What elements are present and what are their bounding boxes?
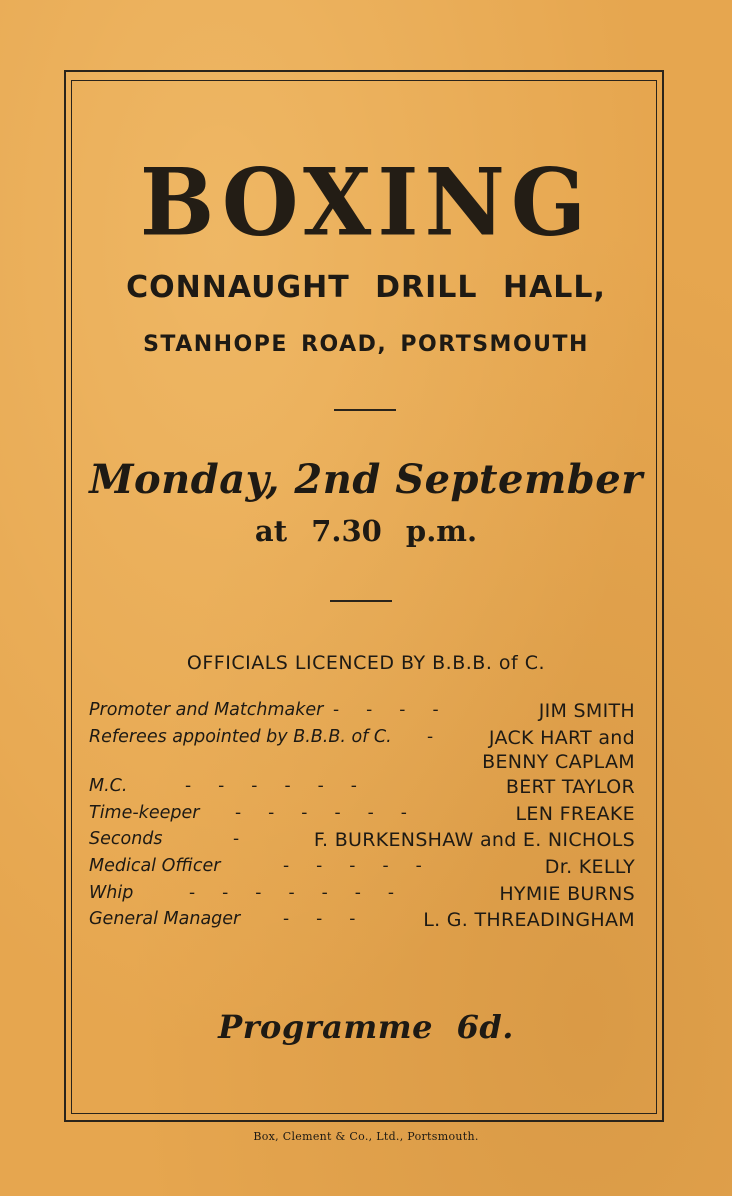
event-time: at 7.30 p.m.	[254, 514, 478, 548]
leader-dashes: - - -	[283, 909, 356, 929]
leader-dashes: - - - - - -	[185, 776, 357, 796]
official-name: HYMIE BURNS	[499, 883, 635, 905]
official-role: Referees appointed by B.B.B. of C.	[89, 727, 392, 747]
venue-address: STANHOPE ROAD, PORTSMOUTH	[143, 332, 589, 357]
official-row-promoter	[89, 700, 635, 726]
official-role: Time-keeper	[89, 803, 200, 823]
official-role: M.C.	[89, 776, 128, 796]
leader-dashes: - - - - -	[283, 856, 422, 876]
official-role: Medical Officer	[89, 856, 221, 876]
programme-price: Programme 6d.	[218, 1008, 514, 1046]
official-row-manager	[89, 909, 635, 935]
venue-name: CONNAUGHT DRILL HALL,	[126, 270, 606, 305]
official-name: F. BURKENSHAW and E. NICHOLS	[313, 829, 635, 851]
leader-dashes: - - - - - -	[235, 803, 407, 823]
officials-heading: OFFICIALS LICENCED BY B.B.B. of C.	[186, 652, 546, 674]
official-row-whip	[89, 883, 635, 909]
divider-rule-bottom	[330, 600, 392, 602]
page-title: BOXING	[139, 147, 593, 257]
official-role: Whip	[89, 883, 134, 903]
leader-dashes: - - - -	[333, 700, 439, 720]
printer-credit: Box, Clement & Co., Ltd., Portsmouth.	[253, 1130, 479, 1143]
official-role: General Manager	[89, 909, 241, 929]
official-name: Dr. KELLY	[544, 856, 635, 878]
official-row-timekeeper	[89, 803, 635, 829]
divider-rule-top	[334, 409, 396, 411]
leader-dashes: - - - - - - -	[189, 883, 395, 903]
official-row-referees	[89, 727, 635, 777]
official-row-mc	[89, 776, 635, 802]
event-date: Monday, 2nd September	[89, 456, 643, 503]
official-name: JACK HART and	[488, 727, 635, 749]
official-name: LEN FREAKE	[515, 803, 635, 825]
official-row-seconds	[89, 829, 635, 855]
leader-dashes: -	[233, 829, 240, 849]
official-name: JIM SMITH	[538, 700, 635, 722]
leader-dashes: -	[427, 727, 434, 747]
official-row-medical	[89, 856, 635, 882]
official-role: Promoter and Matchmaker	[89, 700, 324, 720]
official-name: BERT TAYLOR	[505, 776, 635, 798]
official-name-second: BENNY CAPLAM	[482, 751, 635, 773]
official-role: Seconds	[89, 829, 163, 849]
official-name: L. G. THREADINGHAM	[423, 909, 635, 931]
